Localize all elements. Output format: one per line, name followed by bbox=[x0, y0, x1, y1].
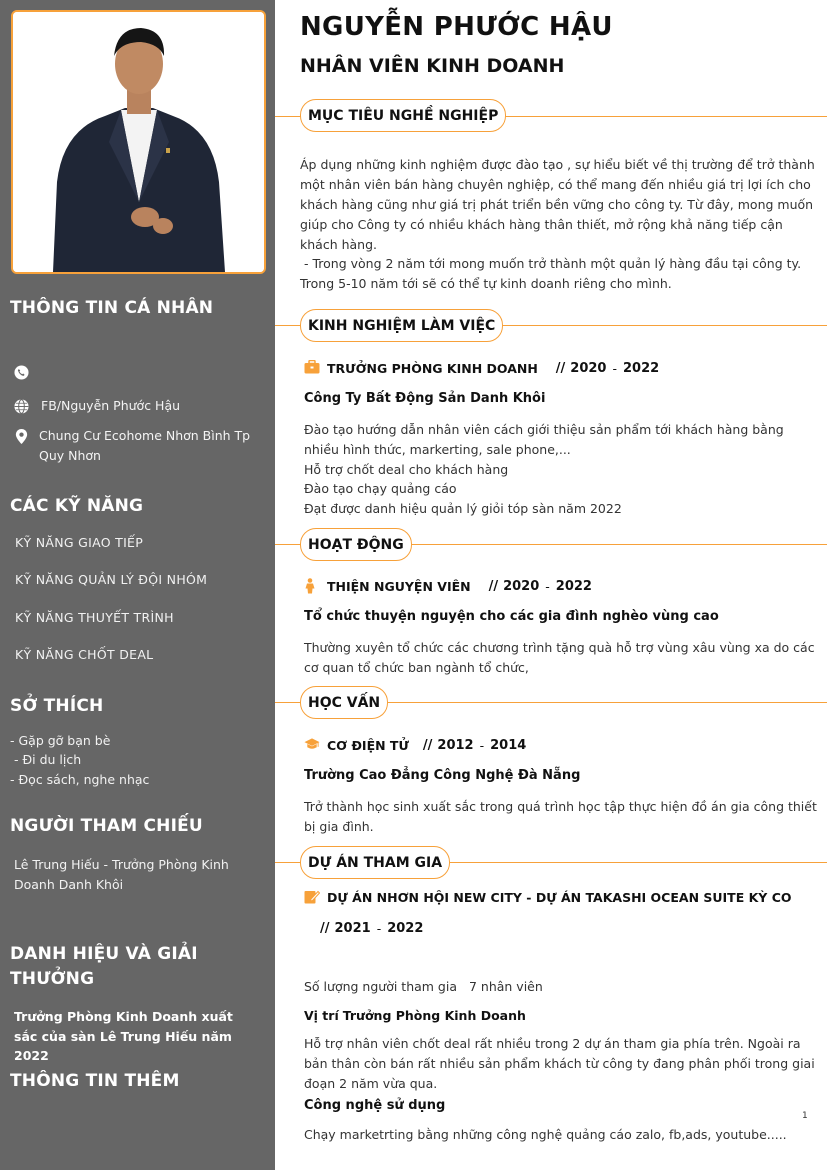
project-members-value: 7 nhân viên bbox=[468, 979, 543, 994]
project-members-label: Số lượng người tham gia bbox=[304, 979, 458, 994]
project-tech-label: Công nghệ sử dụng bbox=[304, 1098, 446, 1113]
edit-document-icon bbox=[304, 889, 320, 905]
project-years: // 2021 - 2022 bbox=[320, 921, 424, 936]
project-description: Hỗ trợ nhân viên chốt deal rất nhiều trong 2 dự án tham gia phía trên. Ngoài ra bản thân còn bán rất nhiều sản phẩm khách từ công ty đang phân phối trong giai đoạn 2 năm vừa qua. bbox=[304, 1036, 815, 1091]
phone-row bbox=[13, 362, 39, 380]
activity-description: Thường xuyên tổ chức các chương trình tặng quà hỗ trợ vùng xâu vùng xa do các cơ quan tổ chức ban ngành tổ chức, bbox=[304, 640, 815, 675]
school-name: Trường Cao Đẳng Công Nghệ Đà Nẵng bbox=[304, 768, 581, 783]
duty-item: Đào tạo chạy quảng cáo bbox=[304, 481, 457, 496]
page-number: 1 bbox=[802, 1111, 808, 1121]
skill-item: KỸ NĂNG GIAO TIẾP bbox=[15, 535, 144, 550]
references-heading: NGƯỜI THAM CHIẾU bbox=[10, 816, 203, 836]
education-end-year: 2014 bbox=[490, 737, 527, 753]
briefcase-icon bbox=[304, 360, 320, 376]
facebook-text: FB/Nguyễn Phước Hậu bbox=[41, 398, 181, 413]
duty-item: Đào tạo hướng dẫn nhân viên cách giới thiệu sản phẩm tới khách hàng bằng nhiều hình thức, markerting, sale phone,... bbox=[304, 422, 784, 457]
personal-info-heading: THÔNG TIN CÁ NHÂN bbox=[10, 298, 214, 318]
education-major: CƠ ĐIỆN TỬ bbox=[327, 737, 409, 753]
awards-heading: DANH HIỆU VÀ GIẢI THƯỞNG bbox=[10, 944, 198, 989]
hobbies-heading: SỞ THÍCH bbox=[10, 696, 104, 716]
candidate-position: NHÂN VIÊN KINH DOANH bbox=[300, 55, 565, 77]
portrait-image bbox=[13, 12, 264, 272]
address-text: Chung Cư Ecohome Nhơn Bình Tp Quy Nhơn bbox=[39, 428, 251, 463]
graduation-cap-icon bbox=[304, 737, 320, 753]
candidate-name: NGUYỄN PHƯỚC HẬU bbox=[300, 12, 613, 42]
reference-text: Lê Trung Hiếu - Trưởng Phòng Kinh Doanh Danh Khôi bbox=[14, 857, 229, 892]
hobby-item: - Đọc sách, nghe nhạc bbox=[10, 772, 150, 787]
profile-photo bbox=[11, 10, 266, 274]
duty-item: Hỗ trợ chốt deal cho khách hàng bbox=[304, 462, 509, 477]
objective-text: Áp dụng những kinh nghiệm được đào tạo , sự hiểu biết về thị trường để trở thành một nhân viên bán hàng chuyên nghiệp, có thể mang đến nhiều giá trị lợi ích cho khách hàng cũng như giá trị phát triển bền vững cho công ty. Từ đây, mong muốn giúp cho Công ty có nhiều khách hàng thân thiết, mở rộng khả năng tiếp cận khách hàng. bbox=[300, 157, 815, 252]
experience-entry-header: TRƯỞNG PHÒNG KINH DOANH // 2020 - 2022 bbox=[304, 360, 659, 376]
project-role-label: Vị trí bbox=[304, 1008, 339, 1023]
activity-entry-header: THIỆN NGUYỆN VIÊN // 2020 - 2022 bbox=[304, 578, 592, 594]
activity-role: THIỆN NGUYỆN VIÊN bbox=[327, 578, 471, 594]
project-end-year: 2022 bbox=[387, 921, 424, 936]
skill-item: KỸ NĂNG CHỐT DEAL bbox=[15, 647, 154, 662]
project-role bbox=[304, 1006, 820, 1026]
duty-item: Đạt được danh hiệu quản lý giỏi tóp sàn năm 2022 bbox=[304, 501, 622, 516]
skill-item: KỸ NĂNG THUYẾT TRÌNH bbox=[15, 610, 174, 625]
facebook-row bbox=[13, 396, 180, 416]
project-tech-value: Chạy marketrting bằng những công nghệ quảng cáo zalo, fb,ads, youtube..... bbox=[304, 1127, 787, 1142]
sidebar bbox=[0, 0, 275, 1170]
globe-icon bbox=[13, 398, 29, 414]
project-members bbox=[304, 977, 820, 997]
project-start-year: 2021 bbox=[334, 921, 371, 936]
skill-item: KỸ NĂNG QUẢN LÝ ĐỘI NHÓM bbox=[15, 572, 208, 587]
experience-heading: KINH NGHIỆM LÀM VIỆC bbox=[300, 309, 503, 342]
objective-heading: MỤC TIÊU NGHỀ NGHIỆP bbox=[300, 99, 506, 132]
project-name: DỰ ÁN NHƠN HỘI NEW CITY - DỰ ÁN TAKASHI OCEAN SUITE KỲ CO bbox=[327, 889, 792, 905]
activity-org: Tổ chức thuyện nguyện cho các gia đình nghèo vùng cao bbox=[304, 609, 719, 624]
skills-heading: CÁC KỸ NĂNG bbox=[10, 496, 144, 516]
company-name: Công Ty Bất Động Sản Danh Khôi bbox=[304, 391, 546, 406]
job-title: TRƯỞNG PHÒNG KINH DOANH bbox=[327, 360, 538, 376]
phone-icon bbox=[13, 364, 29, 380]
job-start-year: 2020 bbox=[570, 360, 607, 376]
location-pin-icon bbox=[13, 428, 29, 444]
project-entry-header bbox=[304, 889, 792, 905]
education-description: Trở thành học sinh xuất sắc trong quá trình học tập thực hiện đồ án gia công thiết bị gia đình. bbox=[304, 799, 817, 834]
more-info-heading: THÔNG TIN THÊM bbox=[10, 1071, 180, 1091]
education-start-year: 2012 bbox=[437, 737, 474, 753]
award-text: Trưởng Phòng Kinh Doanh xuất sắc của sàn Lê Trung Hiếu năm 2022 bbox=[14, 1009, 233, 1063]
education-heading: HỌC VẤN bbox=[300, 686, 388, 719]
activity-end-year: 2022 bbox=[555, 578, 592, 594]
activities-heading: HOẠT ĐỘNG bbox=[300, 528, 412, 561]
project-role-value: Trưởng Phòng Kinh Doanh bbox=[342, 1008, 526, 1023]
hobby-item: - Đi du lịch bbox=[10, 752, 82, 767]
person-icon bbox=[304, 578, 320, 594]
hobby-item: - Gặp gỡ bạn bè bbox=[10, 733, 111, 748]
projects-heading: DỰ ÁN THAM GIA bbox=[300, 846, 450, 879]
objective-goal-text: - Trong vòng 2 năm tới mong muốn trở thành một quản lý hàng đầu tại công ty. Trong 5-10 năm tới sẽ có thể tự kinh doanh riêng cho mình. bbox=[300, 256, 806, 291]
address-row bbox=[13, 426, 263, 466]
activity-start-year: 2020 bbox=[503, 578, 540, 594]
job-end-year: 2022 bbox=[623, 360, 660, 376]
education-entry-header: CƠ ĐIỆN TỬ // 2012 - 2014 bbox=[304, 737, 526, 753]
